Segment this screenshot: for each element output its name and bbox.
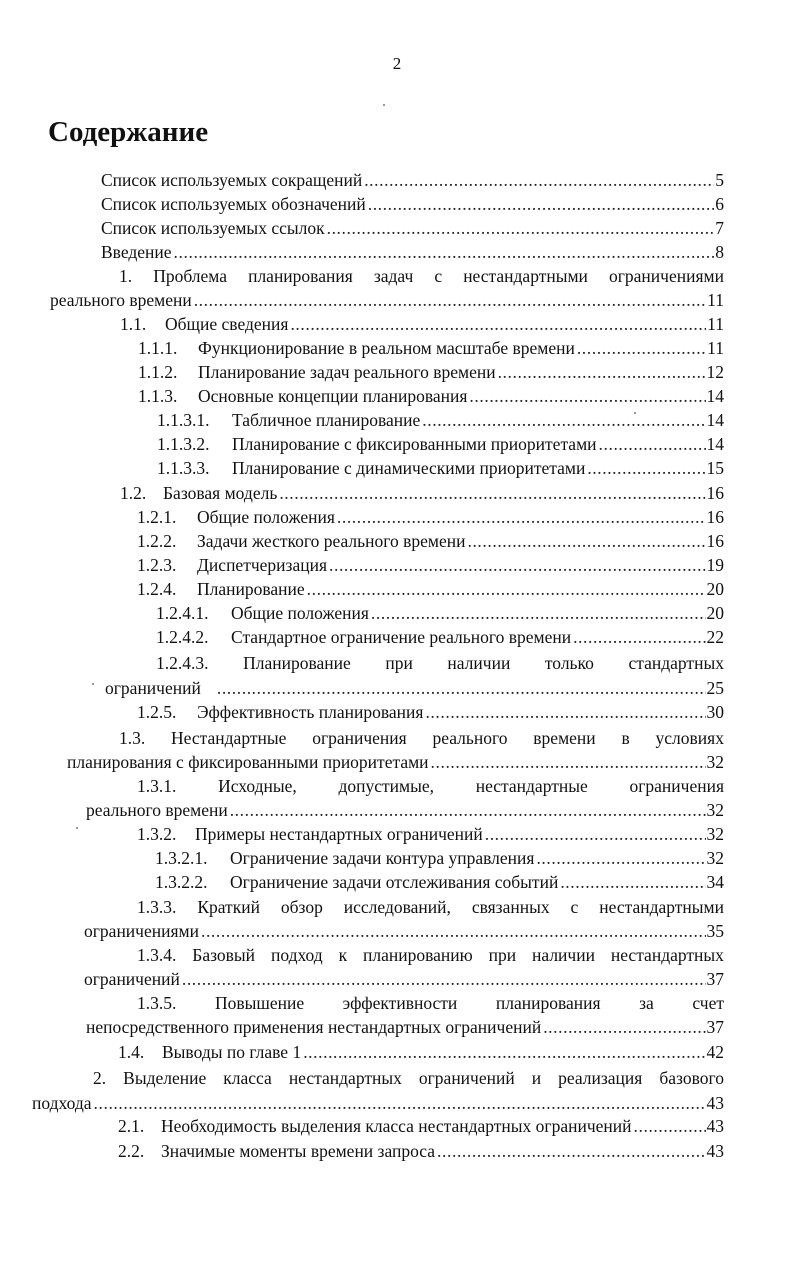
toc-section-number: 1.1.3. xyxy=(138,386,178,406)
toc-section-number: 1.2.3. xyxy=(137,555,177,575)
toc-section-number: 1.3.1. xyxy=(137,776,177,796)
toc-word: условиях xyxy=(655,728,724,748)
toc-entry-1-3-1-line2[interactable] xyxy=(86,798,724,822)
toc-entry-title: Список используемых ссылок xyxy=(101,218,325,238)
toc-entry-title: Список используемых обозначений xyxy=(101,194,366,214)
toc-word: Планирование xyxy=(243,653,351,673)
toc-entry-title: Ограничение задачи контура управления xyxy=(230,848,535,868)
toc-word: задач xyxy=(373,266,414,286)
toc-page-number: 43 xyxy=(706,1116,724,1136)
toc-entry-title: Необходимость выделения класса нестандартных ограничений xyxy=(161,1116,632,1136)
dot-leader xyxy=(279,481,705,505)
toc-word: ограничения xyxy=(629,776,724,796)
toc-page-number: 12 xyxy=(706,362,724,382)
dot-leader xyxy=(94,1091,706,1115)
toc-entry-introduction[interactable] xyxy=(101,240,724,264)
toc-word: планирования xyxy=(248,266,353,286)
toc-page-number: 11 xyxy=(707,314,724,334)
toc-page-number: 14 xyxy=(706,386,724,406)
toc-word: реализация xyxy=(558,1068,643,1088)
toc-entry-1-1-3-2[interactable] xyxy=(157,432,724,456)
toc-entry-title: непосредственного применения нестандартных ограничений xyxy=(86,1017,542,1037)
toc-entry-notation[interactable] xyxy=(101,192,724,216)
toc-entry-title: планирования с фиксированными приоритетами xyxy=(67,752,429,772)
toc-word: Повышение xyxy=(214,993,305,1013)
toc-entry-1-3-3-line2[interactable] xyxy=(84,919,724,943)
toc-word: нестандартными xyxy=(599,897,724,917)
toc-entry-title: Основные концепции планирования xyxy=(198,386,468,406)
toc-entry-title: Стандартное ограничение реального времени xyxy=(231,627,572,647)
toc-section-number: 2. xyxy=(93,1068,107,1088)
toc-section-number: 1.4. xyxy=(118,1042,145,1062)
toc-section-number: 1.2.4.3. xyxy=(156,653,209,673)
dot-leader xyxy=(329,553,706,577)
toc-page-number: 14 xyxy=(706,434,724,454)
toc-entry-1-1-3-3[interactable] xyxy=(157,456,724,480)
toc-word: стандартных xyxy=(628,653,724,673)
scan-speck xyxy=(92,683,94,685)
toc-entry-1-1-1[interactable] xyxy=(138,336,724,360)
toc-word: при xyxy=(385,653,413,673)
toc-word: класса xyxy=(223,1068,272,1088)
dot-leader xyxy=(364,168,714,192)
dot-leader xyxy=(560,870,705,894)
dot-leader xyxy=(543,1015,705,1039)
toc-entry-title: ограничений xyxy=(84,969,180,989)
toc-entry-title: реального времени xyxy=(50,290,192,310)
dot-leader xyxy=(217,676,706,700)
toc-word: и xyxy=(531,1068,542,1088)
toc-entry-title: Планирование с фиксированными приоритетами xyxy=(232,434,597,454)
toc-entry-1-3-4-line1[interactable] xyxy=(137,943,724,967)
toc-entry-title: Примеры нестандартных ограничений xyxy=(195,824,483,844)
toc-page-number: 22 xyxy=(706,627,724,647)
toc-page-number: 5 xyxy=(715,170,724,190)
toc-entry-title: Общие положения xyxy=(231,603,369,623)
toc-word: Проблема xyxy=(153,266,228,286)
toc-section-number: 1.1.3.1. xyxy=(157,410,210,430)
toc-page-number: 32 xyxy=(706,752,724,772)
toc-word: нестандартными xyxy=(463,266,588,286)
toc-section-number: 1.3.5. xyxy=(137,993,177,1013)
toc-entry-1-2-4-1[interactable] xyxy=(156,601,724,625)
toc-word: к xyxy=(338,945,348,965)
toc-word: нестандартных xyxy=(288,1068,402,1088)
dot-leader xyxy=(573,625,705,649)
toc-word: подход xyxy=(270,945,323,965)
toc-word: Исходные, xyxy=(218,776,297,796)
toc-section-number: 1.3.2.2. xyxy=(155,872,208,892)
toc-word: нестандартные xyxy=(475,776,588,796)
toc-entry-1-2-5[interactable] xyxy=(137,700,724,724)
toc-word: ограничений xyxy=(418,1068,515,1088)
toc-entry-1-3-2-1[interactable] xyxy=(155,846,724,870)
toc-word: Базовый xyxy=(192,945,256,965)
toc-page-number: 20 xyxy=(706,603,724,623)
toc-page-number: 34 xyxy=(706,872,724,892)
toc-entry-1-1[interactable] xyxy=(120,312,724,336)
toc-entry-title: ограничениями xyxy=(84,921,199,941)
toc-entry-1-2-4-2[interactable] xyxy=(156,625,724,649)
toc-section-number: 1.3. xyxy=(119,728,146,748)
toc-entry-title: Список используемых сокращений xyxy=(101,170,363,190)
dot-leader xyxy=(467,529,705,553)
toc-page-number: 35 xyxy=(706,921,724,941)
toc-word: базового xyxy=(659,1068,724,1088)
toc-entry-title: Задачи жесткого реального времени xyxy=(197,531,466,551)
toc-entry-title: ограничений xyxy=(105,678,201,698)
dot-leader xyxy=(194,288,706,312)
toc-page-number: 37 xyxy=(706,969,724,989)
toc-entry-title: Введение xyxy=(101,242,172,262)
toc-word: только xyxy=(544,653,594,673)
toc-page-number: 32 xyxy=(706,800,724,820)
toc-page-number: 16 xyxy=(706,531,724,551)
toc-page-number: 25 xyxy=(706,678,724,698)
toc-section-number: 1.1.3.2. xyxy=(157,434,210,454)
toc-entry-title: Выводы по главе 1 xyxy=(162,1042,302,1062)
toc-section-number: 1.2.5. xyxy=(137,702,177,722)
dot-leader xyxy=(290,312,706,336)
toc-entry-ch2-line2[interactable] xyxy=(32,1091,724,1115)
toc-word: обзор xyxy=(280,897,323,917)
toc-entry-title: Планирование xyxy=(197,579,305,599)
toc-word: Нестандартные xyxy=(171,728,287,748)
toc-word: планирования xyxy=(495,993,601,1013)
toc-word: в xyxy=(621,728,630,748)
toc-entry-2-1[interactable] xyxy=(118,1114,724,1138)
toc-word: ограничениями xyxy=(608,266,724,286)
toc-section-number: 1.2. xyxy=(120,483,147,503)
toc-entry-title: Общие сведения xyxy=(165,314,289,334)
toc-section-number: 1.1.2. xyxy=(138,362,178,382)
toc-entry-1-2-4-3-line2[interactable] xyxy=(105,676,724,700)
toc-section-number: 1.1. xyxy=(120,314,147,334)
toc-section-number: 1.2.2. xyxy=(137,531,177,551)
toc-page-number: 15 xyxy=(706,458,724,478)
toc-page-number: 11 xyxy=(707,290,724,310)
toc-word: с xyxy=(570,897,579,917)
toc-entry-1-4[interactable] xyxy=(118,1040,724,1064)
dot-leader xyxy=(371,601,706,625)
toc-entry-title: подхода xyxy=(32,1093,92,1113)
toc-entry-1-1-2[interactable] xyxy=(138,360,724,384)
toc-entry-title: Эффективность планирования xyxy=(197,702,424,722)
toc-entry-1-2-3[interactable] xyxy=(137,553,724,577)
toc-word: нестандартных xyxy=(610,945,724,965)
toc-page-number: 43 xyxy=(706,1141,724,1161)
dot-leader xyxy=(577,336,706,360)
dot-leader xyxy=(437,1139,705,1163)
toc-entry-1-3-line1[interactable] xyxy=(119,726,724,750)
toc-entry-title: Базовая модель xyxy=(163,483,278,503)
scan-speck xyxy=(76,827,78,829)
toc-entry-1-2-4-3-line1[interactable] xyxy=(156,651,724,675)
dot-leader xyxy=(634,1114,706,1138)
toc-word: счет xyxy=(692,993,724,1013)
toc-entry-1-3-2-2[interactable] xyxy=(155,870,724,894)
toc-word: с xyxy=(434,266,443,286)
toc-entry-title: Диспетчеризация xyxy=(197,555,327,575)
toc-page-number: 14 xyxy=(706,410,724,430)
toc-page-number: 20 xyxy=(706,579,724,599)
dot-leader xyxy=(303,1040,705,1064)
toc-word: реального xyxy=(432,728,508,748)
toc-entry-references[interactable] xyxy=(101,216,724,240)
toc-entry-1-2-2[interactable] xyxy=(137,529,724,553)
toc-word: связанных xyxy=(471,897,550,917)
scan-speck xyxy=(634,412,636,414)
dot-leader xyxy=(469,384,705,408)
toc-page-number: 16 xyxy=(706,507,724,527)
page-number: 2 xyxy=(392,54,402,73)
toc-entry-title: Планирование с динамическими приоритетами xyxy=(232,458,586,478)
dot-leader xyxy=(230,798,706,822)
toc-section-number: 1.3.3. xyxy=(137,897,177,917)
toc-section-number: 2.1. xyxy=(118,1116,145,1136)
dot-leader xyxy=(368,192,715,216)
toc-page-number: 37 xyxy=(706,1017,724,1037)
dot-leader xyxy=(201,919,706,943)
toc-entry-1-1-3[interactable] xyxy=(138,384,724,408)
toc-entry-title: Ограничение задачи отслеживания событий xyxy=(230,872,559,892)
toc-page-number: 16 xyxy=(706,483,724,503)
toc-word: наличии xyxy=(532,945,595,965)
toc-section-number: 1.2.4.1. xyxy=(156,603,209,623)
toc-page-number: 32 xyxy=(706,824,724,844)
toc-page-number: 32 xyxy=(706,848,724,868)
toc-entry-ch2-line1[interactable] xyxy=(93,1066,724,1090)
dot-leader xyxy=(587,456,705,480)
toc-section-number: 1.3.2. xyxy=(137,824,177,844)
toc-entry-1-2-1[interactable] xyxy=(137,505,724,529)
toc-entry-title: Значимые моменты времени запроса xyxy=(161,1141,436,1161)
toc-section-number: 2.2. xyxy=(118,1141,145,1161)
scan-speck xyxy=(383,104,385,106)
toc-page-number: 19 xyxy=(706,555,724,575)
toc-word: за xyxy=(639,993,654,1013)
toc-word: времени xyxy=(533,728,596,748)
toc-word: Краткий xyxy=(197,897,260,917)
toc-page-number: 8 xyxy=(715,242,724,262)
toc-entry-title: Функционирование в реальном масштабе времени xyxy=(198,338,575,358)
dot-leader xyxy=(431,750,706,774)
toc-entry-1-3-4-line2[interactable] xyxy=(84,967,724,991)
dot-leader xyxy=(485,822,706,846)
toc-entry-1-3-5-line1[interactable] xyxy=(137,991,724,1015)
dot-leader xyxy=(425,700,705,724)
toc-page-number: 42 xyxy=(706,1042,724,1062)
toc-word: при xyxy=(488,945,517,965)
toc-section-number: 1.3.2.1. xyxy=(155,848,208,868)
toc-entry-ch1-line1[interactable] xyxy=(119,264,724,288)
toc-entry-1-1-3-1[interactable] xyxy=(157,408,724,432)
toc-word: наличии xyxy=(447,653,511,673)
toc-section-number: 1. xyxy=(119,266,133,286)
toc-entry-title: реального времени xyxy=(86,800,228,820)
toc-entry-1-3-1-line1[interactable] xyxy=(137,774,724,798)
toc-entry-title: Общие положения xyxy=(197,507,335,527)
toc-entry-1-3-line2[interactable] xyxy=(67,750,724,774)
toc-section-number: 1.1.3.3. xyxy=(157,458,210,478)
toc-entry-1-2-4[interactable] xyxy=(137,577,724,601)
dot-leader xyxy=(182,967,706,991)
toc-word: ограничения xyxy=(312,728,407,748)
toc-word: Выделение xyxy=(123,1068,207,1088)
dot-leader xyxy=(337,505,706,529)
toc-word: планированию xyxy=(363,945,473,965)
toc-entry-1-3-3-line1[interactable] xyxy=(137,895,724,919)
toc-entry-ch1-line2[interactable] xyxy=(50,288,724,312)
dot-leader xyxy=(498,360,706,384)
toc-page-number: 30 xyxy=(706,702,724,722)
toc-entry-1-2[interactable] xyxy=(120,481,724,505)
toc-entry-title: Планирование задач реального времени xyxy=(198,362,496,382)
dot-leader xyxy=(307,577,706,601)
toc-page-number: 7 xyxy=(715,218,724,238)
toc-section-number: 1.2.1. xyxy=(137,507,177,527)
dot-leader xyxy=(174,240,715,264)
toc-title: Содержание xyxy=(48,116,209,148)
toc-page-number: 11 xyxy=(707,338,724,358)
toc-page-number: 6 xyxy=(715,194,724,214)
toc-section-number: 1.2.4. xyxy=(137,579,177,599)
dot-leader xyxy=(599,432,706,456)
toc-entry-1-3-2[interactable] xyxy=(137,822,724,846)
toc-word: исследований, xyxy=(343,897,451,917)
toc-word: допустимые, xyxy=(338,776,434,796)
toc-page-number: 43 xyxy=(706,1093,724,1113)
dot-leader xyxy=(422,408,705,432)
dot-leader xyxy=(536,846,705,870)
toc-section-number: 1.3.4. xyxy=(137,945,177,965)
toc-entry-2-2[interactable] xyxy=(118,1139,724,1163)
toc-entry-1-3-5-line2[interactable] xyxy=(86,1015,724,1039)
toc-word: эффективности xyxy=(342,993,458,1013)
dot-leader xyxy=(327,216,715,240)
toc-section-number: 1.1.1. xyxy=(138,338,178,358)
toc-entry-title: Табличное планирование xyxy=(232,410,421,430)
toc-section-number: 1.2.4.2. xyxy=(156,627,209,647)
toc-entry-abbreviations[interactable] xyxy=(101,168,724,192)
